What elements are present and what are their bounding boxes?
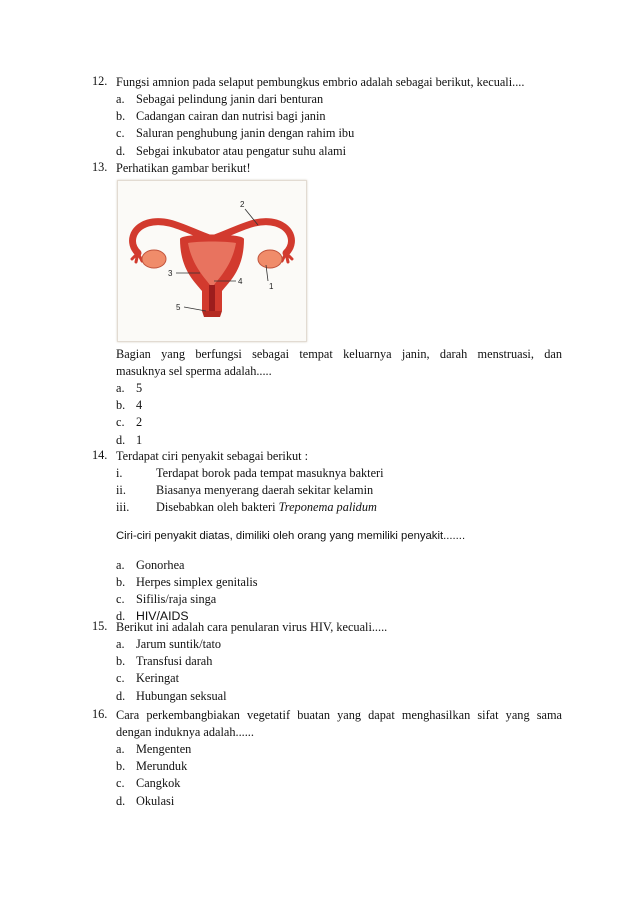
option-c[interactable]: c. 2 <box>116 415 143 430</box>
label-1: 1 <box>269 282 274 291</box>
question-number: 12. <box>92 74 108 88</box>
option-c[interactable]: c. Keringat <box>116 671 180 686</box>
option-b[interactable]: b. Cadangan cairan dan nutrisi bagi janin <box>116 109 326 124</box>
options-list <box>116 557 562 626</box>
option-d[interactable]: d. HIV/AIDS <box>116 609 189 624</box>
label-4: 4 <box>238 277 243 286</box>
option-b[interactable]: b. Transfusi darah <box>116 654 213 669</box>
option-c[interactable]: c. Sifilis/raja singa <box>116 591 217 606</box>
question-text-line2: dengan induknya adalah...... <box>116 725 254 739</box>
option-d[interactable]: d. Hubungan seksual <box>116 688 227 703</box>
question-number: 15. <box>92 619 108 633</box>
characteristic-ii: ii. Biasanya menyerang daerah sekitar kelamin <box>116 483 374 498</box>
label-5: 5 <box>176 303 181 312</box>
uterus-diagram <box>117 180 307 342</box>
options-list <box>116 636 562 705</box>
question-text: Perhatikan gambar berikut! <box>116 161 251 175</box>
options-list <box>116 380 562 449</box>
label-2: 2 <box>240 200 245 209</box>
question-text-line1: Bagian yang berfungsi sebagai tempat keluarnya janin, darah menstruasi, dan <box>116 347 562 361</box>
question-13 <box>92 160 562 177</box>
option-d[interactable]: d. 1 <box>116 432 143 447</box>
option-b[interactable]: b. Merunduk <box>116 759 188 774</box>
question-16 <box>92 707 562 810</box>
option-a[interactable]: a. Gonorhea <box>116 557 185 572</box>
characteristic-iii: iii. Disebabkan oleh bakteri Treponema palidum <box>116 500 377 515</box>
option-b[interactable]: b. 4 <box>116 398 143 413</box>
question-text: Terdapat ciri penyakit sebagai berikut : <box>116 449 309 463</box>
option-c[interactable]: c. Cangkok <box>116 776 181 791</box>
question-number: 16. <box>92 707 108 721</box>
question-number: 14. <box>92 448 108 462</box>
bacteria-name: Treponema palidum <box>278 500 377 515</box>
characteristics-list <box>116 465 562 517</box>
question-text-line2: masuknya sel sperma adalah..... <box>116 364 272 378</box>
question-15 <box>92 619 562 705</box>
option-a[interactable]: a. Mengenten <box>116 742 192 756</box>
question-number: 13. <box>92 160 108 174</box>
question-text: Berikut ini adalah cara penularan virus HIV, kecuali..... <box>116 620 388 634</box>
question-text-line1: Cara perkembangbiakan vegetatif buatan yang dapat menghasilkan sifat yang sama <box>116 708 562 722</box>
characteristic-i: i. Terdapat borok pada tempat masuknya bakteri <box>116 466 384 480</box>
question-13-body <box>92 346 562 449</box>
option-d[interactable]: d. Sebgai inkubator atau pengatur suhu alami <box>116 143 347 158</box>
question-text: Fungsi amnion pada selaput pembungkus embrio adalah sebagai berikut, kecuali.... <box>116 75 525 89</box>
option-d[interactable]: d. Okulasi <box>116 793 175 808</box>
option-a[interactable]: a. Sebagai pelindung janin dari benturan <box>116 92 324 106</box>
options-list <box>116 741 562 810</box>
uterus-illustration <box>118 181 306 341</box>
question-14 <box>92 448 562 625</box>
question-12 <box>92 74 562 160</box>
option-b[interactable]: b. Herpes simplex genitalis <box>116 574 258 589</box>
option-c[interactable]: c. Saluran penghubung janin dengan rahim ibu <box>116 126 355 141</box>
option-a[interactable]: a. Jarum suntik/tato <box>116 637 222 651</box>
label-3: 3 <box>168 269 173 278</box>
option-a[interactable]: a. 5 <box>116 381 143 395</box>
options-list <box>116 91 562 160</box>
question-prompt: Ciri-ciri penyakit diatas, dimiliki oleh orang yang memiliki penyakit....... <box>116 529 466 542</box>
